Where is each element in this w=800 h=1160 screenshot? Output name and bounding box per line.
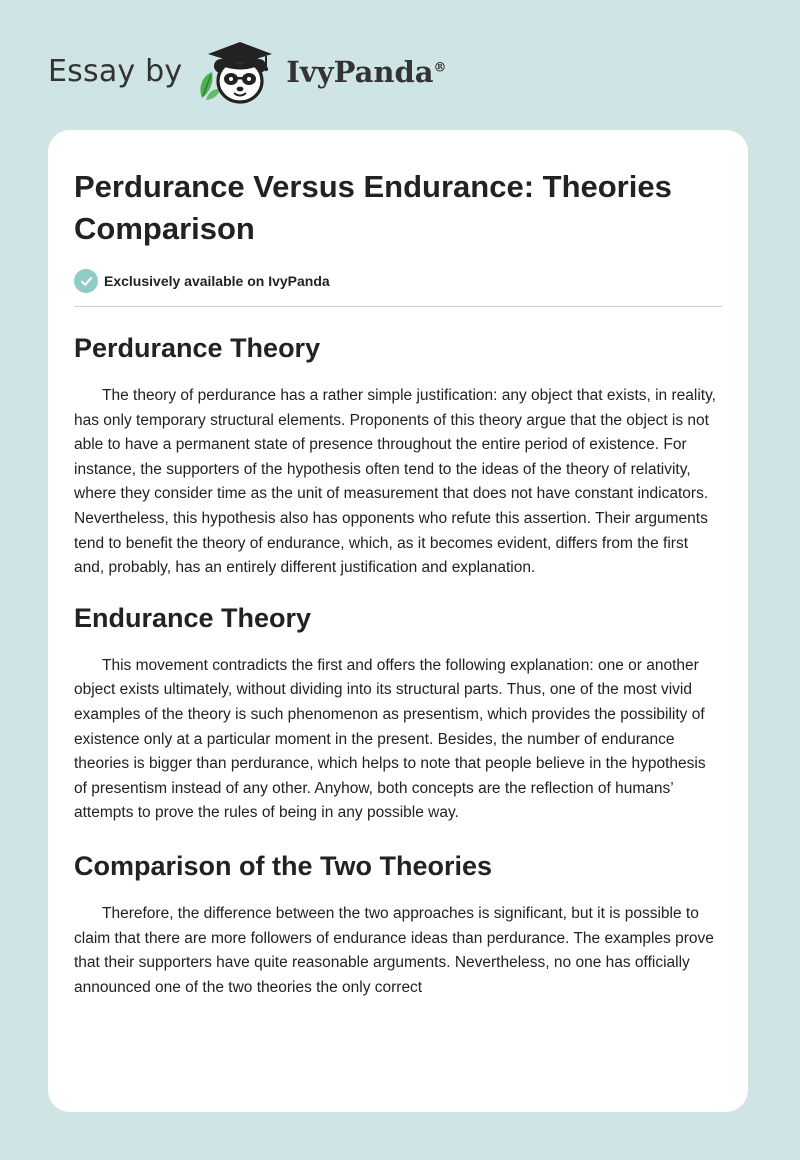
exclusive-label: Exclusively available on IvyPanda <box>104 273 330 289</box>
section-body-comparison: Therefore, the difference between the two approaches is significant, but it is possible to claim that there are more followers of endurance ideas than perdurance. The examples prove that their supporters have quite reasonable arguments. Nevertheless, no one has officially announced one of the two theories the only correct <box>74 904 714 996</box>
section-heading-comparison: Comparison of the Two Theories <box>74 850 493 881</box>
essay-by-label: Essay by <box>48 54 183 89</box>
page-title: Perdurance Versus Endurance: Theories Comparison <box>74 169 672 246</box>
section-heading-endurance: Endurance Theory <box>74 602 312 633</box>
brand-name: IvyPanda® <box>286 55 447 89</box>
essay-card <box>48 130 748 1112</box>
section-body-perdurance: The theory of perdurance has a rather simple justification: any object that exists, in reality, has only temporary structural elements. Proponents of this theory argue that the object is not able to have a permanent state of presence throughout the entire period of existence. For instance, the supporters of the hypothesis often tend to the ideas of the theory of relativity, where they consider time as the unit of measurement that does not have constant indicators. Nevertheless, this hypothesis also has opponents who refute this assertion. Their arguments tend to benefit the theory of endurance, which, as it becomes evident, differs from the first and, probably, has an entirely different justification and explanation. <box>74 387 716 577</box>
check-circle-icon <box>74 269 98 293</box>
section-body-endurance: This movement contradicts the first and offers the following explanation: one or another object exists ultimately, without dividing into its structural parts. Thus, one of the most vivid examples of the theory is such phenomenon as presentism, which provides the possibility of existence only at a particular moment in the present. Besides, the number of endurance theories is bigger than perdurance, which helps to note that people believe in the hypothesis of presentism instead of any other. Anyhow, both concepts are the reflection of humans’ attempts to prove the rules of being in any possible way. <box>74 656 706 822</box>
section-heading-perdurance: Perdurance Theory <box>74 333 321 363</box>
panda-graduate-icon <box>194 36 284 108</box>
site-header <box>48 36 447 108</box>
exclusive-badge <box>74 269 722 293</box>
registered-mark: ® <box>433 60 447 76</box>
divider <box>74 306 722 307</box>
